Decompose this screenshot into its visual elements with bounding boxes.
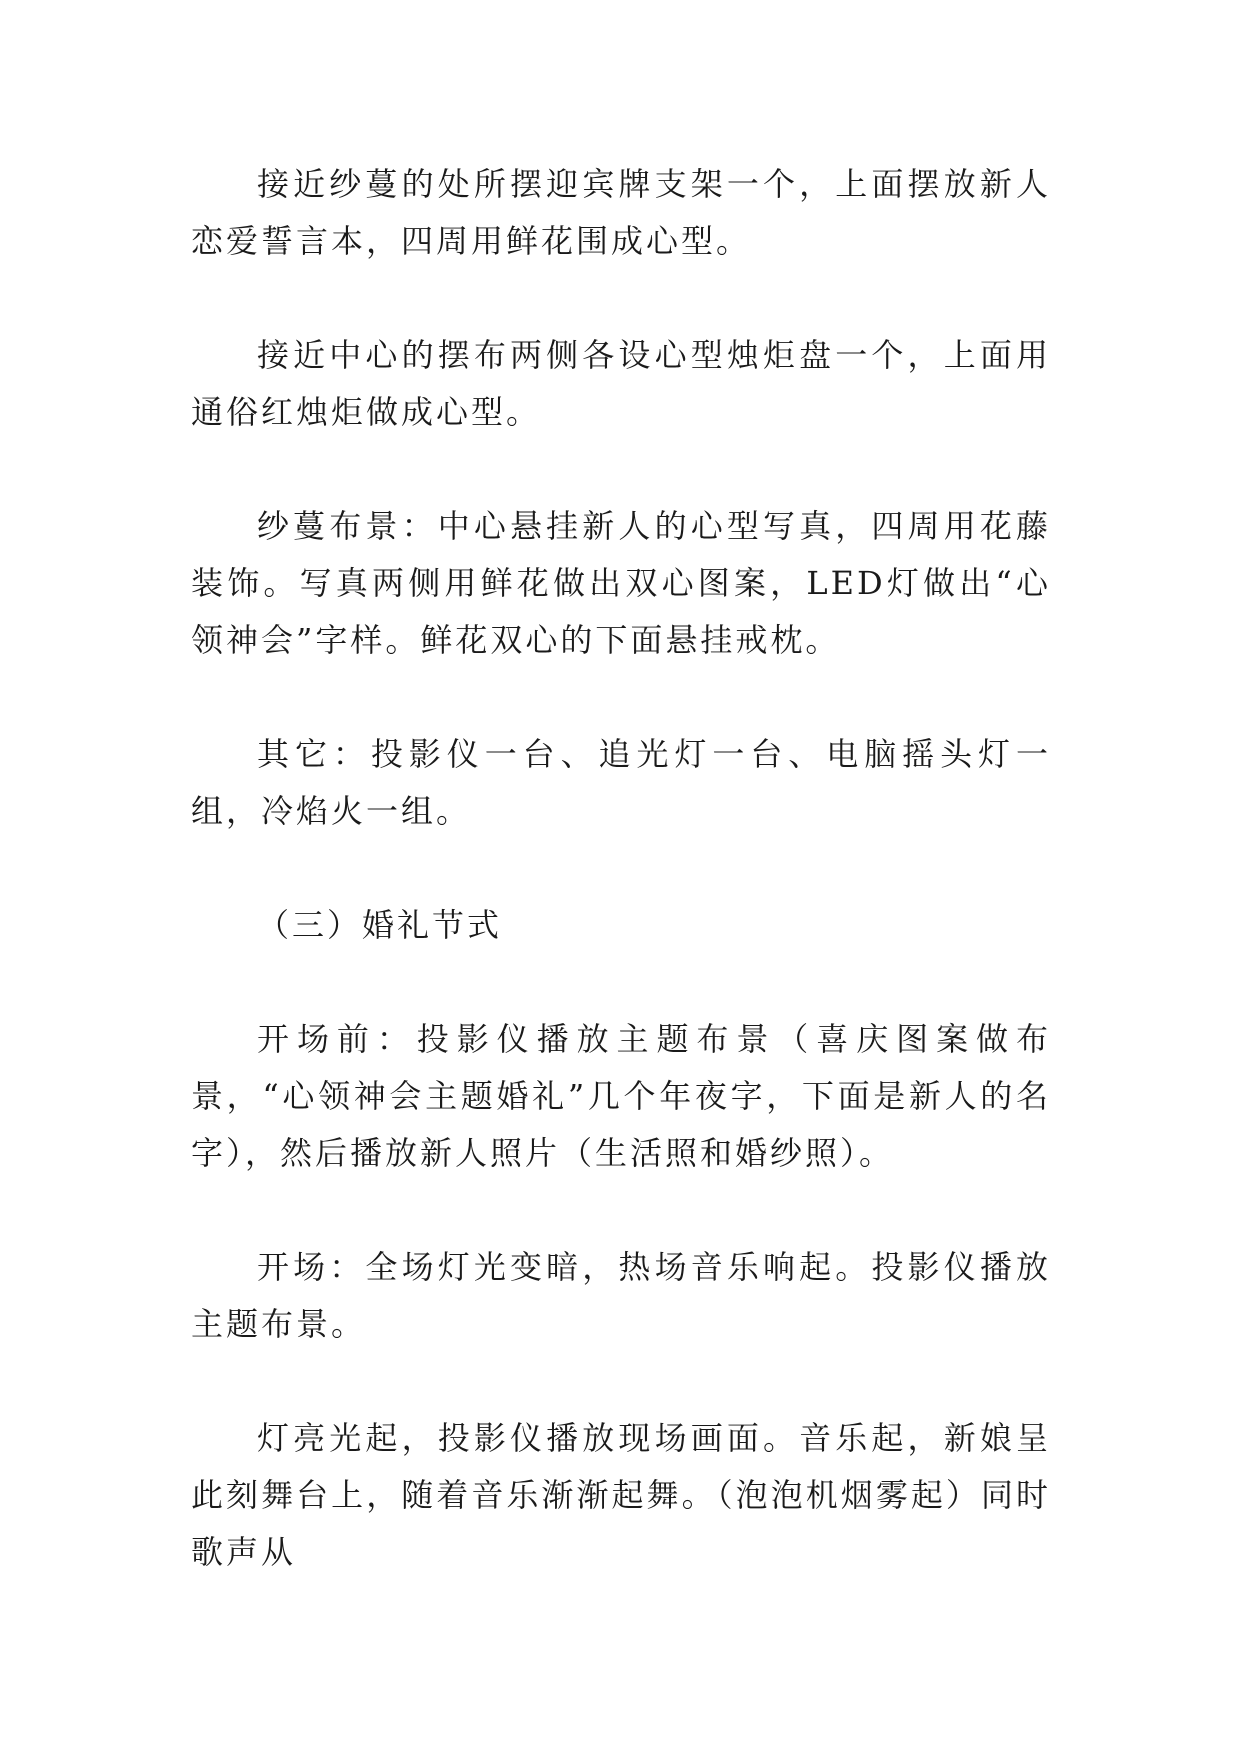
paragraph-welcome-stand: 接近纱蔓的处所摆迎宾牌支架一个，上面摆放新人恋爱誓言本，四周用鲜花围成心型。 <box>191 165 1051 260</box>
paragraph-other-equipment: 其它：投影仪一台、追光灯一台、电脑摇头灯一组，冷焰火一组。 <box>191 735 1051 830</box>
paragraph-candle-tray: 接近中心的摆布两侧各设心型烛炬盘一个，上面用通俗红烛炬做成心型。 <box>191 336 1051 431</box>
section-heading: （三）婚礼节式 <box>257 906 503 944</box>
paragraph-lights-up: 灯亮光起，投影仪播放现场画面。音乐起，新娘呈此刻舞台上，随着音乐渐渐起舞。（泡泡机烟雾起）同时歌声从 <box>191 1419 1051 1571</box>
paragraph-backdrop: 纱蔓布景：中心悬挂新人的心型写真，四周用花藤装饰。写真两侧用鲜花做出双心图案，LED灯做出“心领神会”字样。鲜花双心的下面悬挂戒枕。 <box>191 507 1051 659</box>
paragraph-before-opening: 开场前：投影仪播放主题布景（喜庆图案做布景，“心领神会主题婚礼”几个年夜字，下面是新人的名字），然后播放新人照片（生活照和婚纱照）。 <box>191 1020 1051 1172</box>
paragraph-opening: 开场：全场灯光变暗，热场音乐响起。投影仪播放主题布景。 <box>191 1248 1051 1343</box>
document-page <box>191 0 1051 1754</box>
